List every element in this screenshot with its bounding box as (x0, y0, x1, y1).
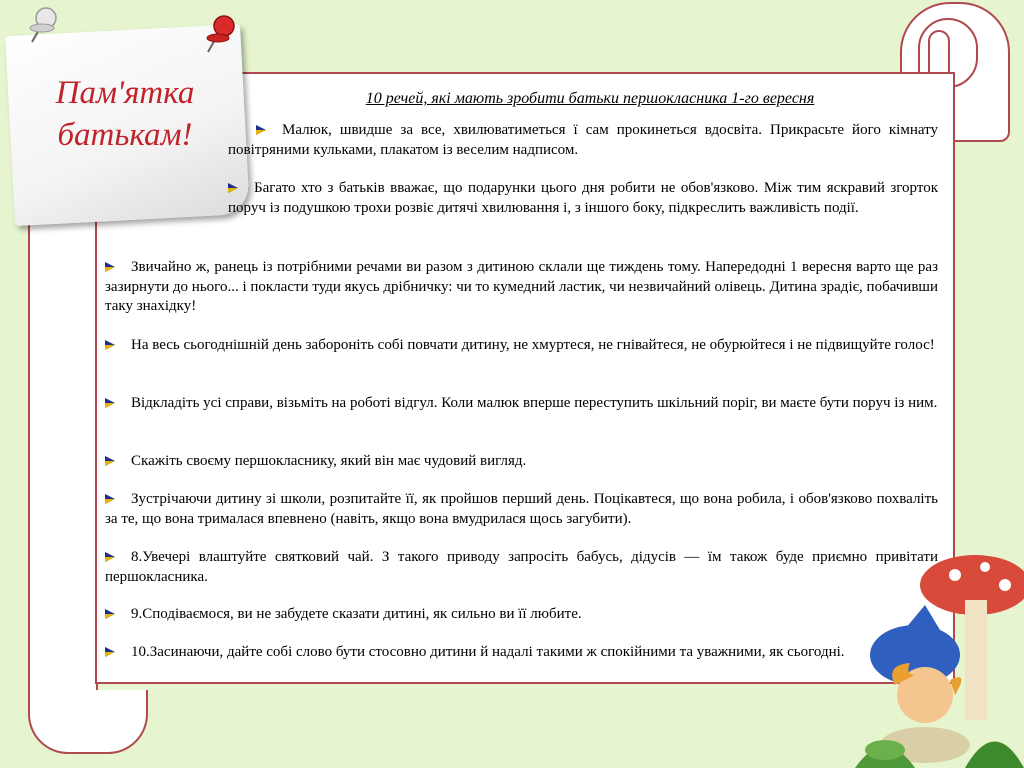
red-pin-icon (200, 12, 240, 56)
list-item (105, 548, 938, 587)
list-item (105, 336, 938, 356)
bullet-icon (105, 340, 115, 350)
list-item (105, 490, 938, 529)
list-item-text: Звичайно ж, ранець із потрібними речами ви разом з дитиною склали ще тиждень тому. Напередодні 1 вересня варто ще раз зазирнути до нього... і покласти туди якусь дрібничку: чи то кумедний ластик, чи незвичайний олівець. Дитина зрадіє, побачивши таку знахідку! (105, 259, 938, 314)
list-item (105, 605, 938, 625)
list-item-text: Багато хто з батьків вважає, що подарунки цього дня робити не обов'язково. Між тим яскравий згорток поруч із подушкою трохи розвіє дитячі хвилювання і, з іншого боку, підкреслить важливість події. (228, 180, 938, 216)
list-item (228, 179, 938, 218)
list-item (228, 121, 938, 160)
note-title-line-1: Пам'ятка (55, 75, 195, 111)
note-title-line-2: батькам! (57, 117, 193, 153)
bullet-icon (105, 456, 115, 466)
bullet-icon (105, 494, 115, 504)
bullet-icon (105, 262, 115, 272)
list-item-text: Малюк, швидше за все, хвилюватиметься ї сам прокинеться вдосвіта. Прикрасьте його кімнату повітряними кульками, плакатом із веселим надписом. (228, 122, 938, 158)
list-item-text: 9.Сподіваємося, ви не забудете сказати дитині, як сильно ви її любите. (131, 606, 582, 622)
list-item-text: На весь сьогоднішній день забороніть собі повчати дитину, не хмуртеся, не гнівайтеся, не обурюйтеся і не підвищуйте голос! (131, 337, 935, 353)
bullet-icon (256, 125, 266, 135)
scroll-bottom-roll (28, 690, 148, 754)
list-item-text: 8.Увечері влаштуйте святковий чай. З такого приводу запросіть бабусь, дідусів — їм також буде приємно привітати першокласника. (105, 549, 938, 585)
bullet-icon (105, 398, 115, 408)
list-item-text: 10.Засинаючи, дайте собі слово бути стосовно дитини й надалі такими ж спокійними та уважними, як сьогодні. (131, 644, 845, 660)
note-title (30, 72, 220, 156)
list-item-text: Відкладіть усі справи, візьміть на роботі відгул. Коли малюк вперше переступить шкільний поріг, ви маєте бути поруч із ним. (131, 395, 938, 411)
bullet-icon (228, 183, 238, 193)
bullet-icon (105, 647, 115, 657)
document-heading: 10 речей, які мають зробити батьки першокласника 1-го вересня (365, 90, 815, 107)
list-item (105, 258, 938, 317)
list-item (105, 643, 938, 663)
list-item (105, 452, 938, 472)
bullet-icon (105, 552, 115, 562)
bullet-icon (105, 609, 115, 619)
list-item-text: Зустрічаючи дитину зі школи, розпитайте її, як пройшов перший день. Поцікавтеся, що вона робила, і обов'язково похваліть за те, що вона трималася впевнено (навіть, якщо вона вмудрилася щось загубити). (105, 491, 938, 527)
list-item-text: Скажіть своєму першокласнику, який він має чудовий вигляд. (131, 453, 527, 469)
gnome-illustration (855, 545, 1024, 768)
list-item (105, 394, 938, 414)
white-pin-icon (22, 4, 62, 48)
